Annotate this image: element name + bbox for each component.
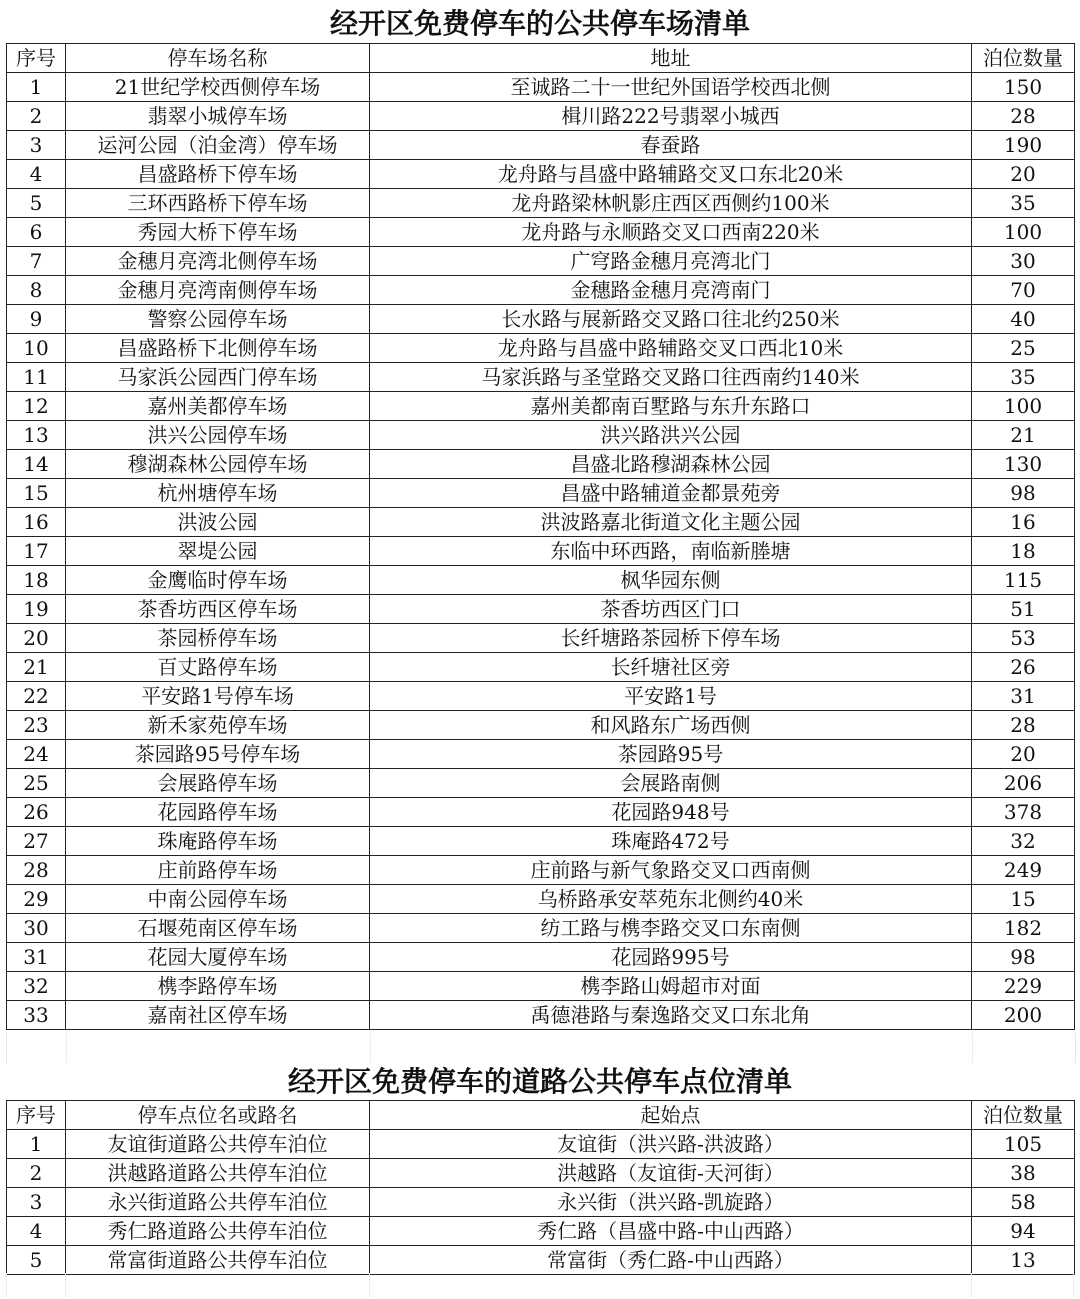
table-row xyxy=(7,595,1075,624)
table-row xyxy=(7,189,1075,218)
cell-address: 龙舟路梁林帆影庄西区西侧约100米 xyxy=(370,189,972,218)
header-index: 序号 xyxy=(7,44,66,73)
cell-index: 16 xyxy=(7,508,66,537)
cell-spaces: 13 xyxy=(972,1246,1075,1275)
table-row xyxy=(7,856,1075,885)
cell-address: 常富街（秀仁路-中山西路） xyxy=(370,1246,972,1275)
table-row xyxy=(7,653,1075,682)
cell-index: 4 xyxy=(7,160,66,189)
cell-address: 洪越路（友谊街-天河街） xyxy=(370,1159,972,1188)
cell-spaces: 105 xyxy=(972,1130,1075,1159)
cell-name: 会展路停车场 xyxy=(66,769,370,798)
cell-index: 3 xyxy=(7,1188,66,1217)
cell-index: 30 xyxy=(7,914,66,943)
table-header-row xyxy=(7,44,1075,73)
cell-name: 昌盛路桥下北侧停车场 xyxy=(66,334,370,363)
cell-index: 26 xyxy=(7,798,66,827)
road-parking-list-title: 经开区免费停车的道路公共停车点位清单 xyxy=(287,1065,792,1098)
cell-address: 东临中环西路，南临新塍塘 xyxy=(370,537,972,566)
cell-address: 秀仁路（昌盛中路-中山西路） xyxy=(370,1217,972,1246)
cell-spaces: 15 xyxy=(972,885,1075,914)
table-row xyxy=(7,943,1075,972)
cell-index: 11 xyxy=(7,363,66,392)
table-row xyxy=(7,305,1075,334)
table-row xyxy=(7,247,1075,276)
table-row xyxy=(7,1217,1075,1246)
cell-spaces: 100 xyxy=(972,392,1075,421)
cell-name: 永兴街道路公共停车泊位 xyxy=(66,1188,370,1217)
cell-spaces: 115 xyxy=(972,566,1075,595)
cell-spaces: 53 xyxy=(972,624,1075,653)
cell-address: 会展路南侧 xyxy=(370,769,972,798)
cell-name: 金鹰临时停车场 xyxy=(66,566,370,595)
cell-address: 龙舟路与永顺路交叉口西南220米 xyxy=(370,218,972,247)
cell-index: 7 xyxy=(7,247,66,276)
cell-index: 25 xyxy=(7,769,66,798)
cell-spaces: 182 xyxy=(972,914,1075,943)
cell-spaces: 70 xyxy=(972,276,1075,305)
table-row xyxy=(7,1188,1075,1217)
cell-address: 纺工路与槜李路交叉口东南侧 xyxy=(370,914,972,943)
table-row xyxy=(7,276,1075,305)
cell-spaces: 249 xyxy=(972,856,1075,885)
header-lot-name: 停车场名称 xyxy=(66,44,370,73)
cell-spaces: 35 xyxy=(972,189,1075,218)
cell-name: 洪兴公园停车场 xyxy=(66,421,370,450)
cell-address: 嘉州美都南百墅路与东升东路口 xyxy=(370,392,972,421)
table-row xyxy=(7,131,1075,160)
cell-spaces: 200 xyxy=(972,1001,1075,1030)
table-tail xyxy=(6,1273,1074,1297)
cell-name: 珠庵路停车场 xyxy=(66,827,370,856)
cell-spaces: 130 xyxy=(972,450,1075,479)
cell-address: 春蚕路 xyxy=(370,131,972,160)
table-row xyxy=(7,624,1075,653)
cell-address: 乌桥路承安萃苑东北侧约40米 xyxy=(370,885,972,914)
cell-spaces: 35 xyxy=(972,363,1075,392)
cell-spaces: 31 xyxy=(972,682,1075,711)
table-row xyxy=(7,711,1075,740)
cell-address: 平安路1号 xyxy=(370,682,972,711)
cell-spaces: 40 xyxy=(972,305,1075,334)
cell-spaces: 378 xyxy=(972,798,1075,827)
cell-address: 花园路995号 xyxy=(370,943,972,972)
cell-index: 3 xyxy=(7,131,66,160)
cell-address: 洪兴路洪兴公园 xyxy=(370,421,972,450)
cell-address: 昌盛中路辅道金都景苑旁 xyxy=(370,479,972,508)
cell-index: 18 xyxy=(7,566,66,595)
cell-index: 6 xyxy=(7,218,66,247)
cell-name: 平安路1号停车场 xyxy=(66,682,370,711)
cell-name: 秀园大桥下停车场 xyxy=(66,218,370,247)
cell-spaces: 28 xyxy=(972,102,1075,131)
cell-name: 嘉南社区停车场 xyxy=(66,1001,370,1030)
table-row xyxy=(7,827,1075,856)
cell-spaces: 51 xyxy=(972,595,1075,624)
cell-index: 23 xyxy=(7,711,66,740)
table-gap xyxy=(6,1033,1076,1063)
cell-address: 永兴街（洪兴路-凯旋路） xyxy=(370,1188,972,1217)
cell-address: 龙舟路与昌盛中路辅路交叉口东北20米 xyxy=(370,160,972,189)
header-point-name: 停车点位名或路名 xyxy=(66,1101,370,1130)
cell-spaces: 150 xyxy=(972,73,1075,102)
cell-name: 翠堤公园 xyxy=(66,537,370,566)
road-parking-table xyxy=(6,1100,1075,1275)
header-address: 地址 xyxy=(370,44,972,73)
cell-name: 翡翠小城停车场 xyxy=(66,102,370,131)
cell-index: 9 xyxy=(7,305,66,334)
table-row xyxy=(7,102,1075,131)
cell-name: 马家浜公园西门停车场 xyxy=(66,363,370,392)
cell-address: 花园路948号 xyxy=(370,798,972,827)
cell-index: 8 xyxy=(7,276,66,305)
cell-name: 洪越路道路公共停车泊位 xyxy=(66,1159,370,1188)
cell-index: 21 xyxy=(7,653,66,682)
cell-index: 19 xyxy=(7,595,66,624)
table-header-row xyxy=(7,1101,1075,1130)
table-row xyxy=(7,1001,1075,1030)
cell-spaces: 21 xyxy=(972,421,1075,450)
cell-address: 龙舟路与昌盛中路辅路交叉口西北10米 xyxy=(370,334,972,363)
cell-name: 中南公园停车场 xyxy=(66,885,370,914)
table-row xyxy=(7,1159,1075,1188)
cell-name: 金穗月亮湾北侧停车场 xyxy=(66,247,370,276)
cell-index: 1 xyxy=(7,1130,66,1159)
cell-address: 广穹路金穗月亮湾北门 xyxy=(370,247,972,276)
cell-name: 槜李路停车场 xyxy=(66,972,370,1001)
header-spaces: 泊位数量 xyxy=(972,1101,1075,1130)
cell-spaces: 38 xyxy=(972,1159,1075,1188)
cell-name: 运河公园（泊金湾）停车场 xyxy=(66,131,370,160)
cell-spaces: 28 xyxy=(972,711,1075,740)
cell-name: 花园路停车场 xyxy=(66,798,370,827)
cell-address: 槜李路山姆超市对面 xyxy=(370,972,972,1001)
table-row xyxy=(7,566,1075,595)
cell-spaces: 20 xyxy=(972,740,1075,769)
cell-index: 20 xyxy=(7,624,66,653)
cell-name: 穆湖森林公园停车场 xyxy=(66,450,370,479)
cell-spaces: 98 xyxy=(972,479,1075,508)
table-row xyxy=(7,73,1075,102)
cell-address: 洪波路嘉北街道文化主题公园 xyxy=(370,508,972,537)
cell-name: 金穗月亮湾南侧停车场 xyxy=(66,276,370,305)
table-row xyxy=(7,421,1075,450)
cell-name: 庄前路停车场 xyxy=(66,856,370,885)
header-spaces: 泊位数量 xyxy=(972,44,1075,73)
cell-address: 长水路与展新路交叉路口往北约250米 xyxy=(370,305,972,334)
cell-address: 楫川路222号翡翠小城西 xyxy=(370,102,972,131)
table-row xyxy=(7,1246,1075,1275)
header-start-end: 起始点 xyxy=(370,1101,972,1130)
cell-index: 33 xyxy=(7,1001,66,1030)
cell-name: 警察公园停车场 xyxy=(66,305,370,334)
cell-spaces: 26 xyxy=(972,653,1075,682)
cell-index: 1 xyxy=(7,73,66,102)
parking-lot-list-title: 经开区免费停车的公共停车场清单 xyxy=(329,7,750,40)
cell-spaces: 30 xyxy=(972,247,1075,276)
cell-spaces: 229 xyxy=(972,972,1075,1001)
cell-index: 5 xyxy=(7,1246,66,1275)
cell-address: 金穗路金穗月亮湾南门 xyxy=(370,276,972,305)
table-row xyxy=(7,363,1075,392)
cell-address: 至诚路二十一世纪外国语学校西北侧 xyxy=(370,73,972,102)
cell-index: 31 xyxy=(7,943,66,972)
table-row xyxy=(7,508,1075,537)
table-row xyxy=(7,218,1075,247)
cell-address: 长纤塘路茶园桥下停车场 xyxy=(370,624,972,653)
cell-index: 28 xyxy=(7,856,66,885)
cell-address: 马家浜路与圣堂路交叉路口往西南约140米 xyxy=(370,363,972,392)
cell-name: 茶香坊西区停车场 xyxy=(66,595,370,624)
table-row xyxy=(7,392,1075,421)
cell-address: 昌盛北路穆湖森林公园 xyxy=(370,450,972,479)
cell-index: 32 xyxy=(7,972,66,1001)
cell-index: 5 xyxy=(7,189,66,218)
cell-index: 17 xyxy=(7,537,66,566)
table-row xyxy=(7,479,1075,508)
cell-name: 茶园路95号停车场 xyxy=(66,740,370,769)
cell-address: 庄前路与新气象路交叉口西南侧 xyxy=(370,856,972,885)
cell-spaces: 100 xyxy=(972,218,1075,247)
cell-address: 珠庵路472号 xyxy=(370,827,972,856)
cell-name: 石堰苑南区停车场 xyxy=(66,914,370,943)
table-row xyxy=(7,682,1075,711)
cell-index: 22 xyxy=(7,682,66,711)
cell-index: 12 xyxy=(7,392,66,421)
cell-address: 禹德港路与秦逸路交叉口东北角 xyxy=(370,1001,972,1030)
cell-name: 友谊街道路公共停车泊位 xyxy=(66,1130,370,1159)
cell-name: 昌盛路桥下停车场 xyxy=(66,160,370,189)
cell-index: 4 xyxy=(7,1217,66,1246)
cell-name: 杭州塘停车场 xyxy=(66,479,370,508)
cell-name: 三环西路桥下停车场 xyxy=(66,189,370,218)
cell-name: 秀仁路道路公共停车泊位 xyxy=(66,1217,370,1246)
cell-index: 10 xyxy=(7,334,66,363)
cell-name: 茶园桥停车场 xyxy=(66,624,370,653)
table-row xyxy=(7,160,1075,189)
table-row xyxy=(7,972,1075,1001)
cell-name: 常富街道路公共停车泊位 xyxy=(66,1246,370,1275)
cell-index: 14 xyxy=(7,450,66,479)
cell-spaces: 18 xyxy=(972,537,1075,566)
cell-address: 友谊街（洪兴路-洪波路） xyxy=(370,1130,972,1159)
table-row xyxy=(7,798,1075,827)
table-row xyxy=(7,450,1075,479)
parking-lot-table xyxy=(6,43,1075,1030)
cell-spaces: 94 xyxy=(972,1217,1075,1246)
cell-name: 21世纪学校西侧停车场 xyxy=(66,73,370,102)
cell-spaces: 190 xyxy=(972,131,1075,160)
cell-index: 2 xyxy=(7,102,66,131)
cell-index: 27 xyxy=(7,827,66,856)
cell-address: 和风路东广场西侧 xyxy=(370,711,972,740)
table-row xyxy=(7,769,1075,798)
cell-name: 洪波公园 xyxy=(66,508,370,537)
cell-spaces: 25 xyxy=(972,334,1075,363)
cell-index: 24 xyxy=(7,740,66,769)
cell-spaces: 206 xyxy=(972,769,1075,798)
cell-index: 29 xyxy=(7,885,66,914)
cell-address: 茶香坊西区门口 xyxy=(370,595,972,624)
cell-spaces: 20 xyxy=(972,160,1075,189)
cell-address: 长纤塘社区旁 xyxy=(370,653,972,682)
cell-index: 13 xyxy=(7,421,66,450)
table-row xyxy=(7,740,1075,769)
table-row xyxy=(7,334,1075,363)
cell-address: 枫华园东侧 xyxy=(370,566,972,595)
cell-name: 花园大厦停车场 xyxy=(66,943,370,972)
table-row xyxy=(7,1130,1075,1159)
cell-spaces: 58 xyxy=(972,1188,1075,1217)
cell-name: 百丈路停车场 xyxy=(66,653,370,682)
cell-spaces: 16 xyxy=(972,508,1075,537)
cell-name: 新禾家苑停车场 xyxy=(66,711,370,740)
cell-spaces: 98 xyxy=(972,943,1075,972)
table-row xyxy=(7,885,1075,914)
header-index: 序号 xyxy=(7,1101,66,1130)
table-row xyxy=(7,537,1075,566)
cell-index: 15 xyxy=(7,479,66,508)
cell-spaces: 32 xyxy=(972,827,1075,856)
cell-address: 茶园路95号 xyxy=(370,740,972,769)
table-row xyxy=(7,914,1075,943)
cell-name: 嘉州美都停车场 xyxy=(66,392,370,421)
cell-index: 2 xyxy=(7,1159,66,1188)
